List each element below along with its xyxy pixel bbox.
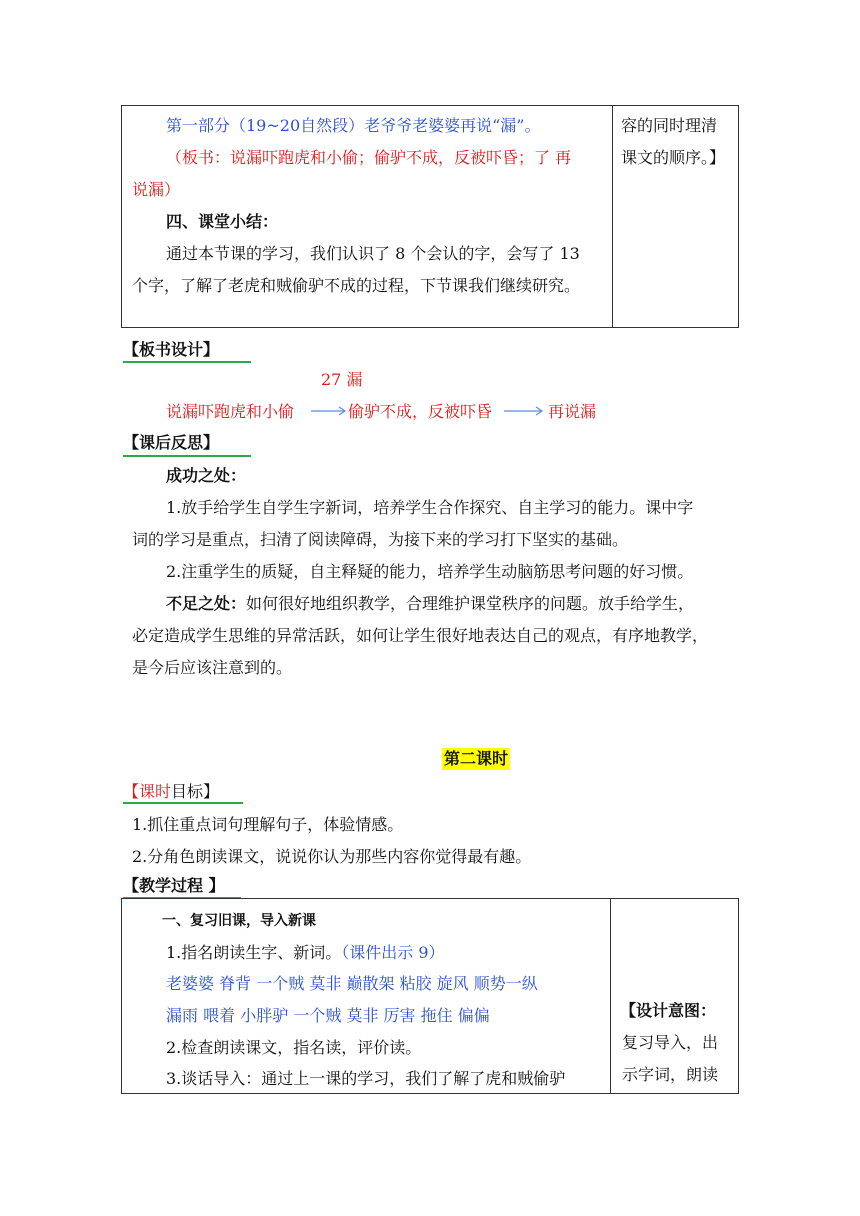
courseware-note: （课件出示 9） bbox=[341, 943, 445, 962]
word-row-2 bbox=[166, 1000, 490, 1032]
summary-heading: 四、课堂小结： bbox=[166, 212, 279, 231]
board-title: 27 漏 bbox=[321, 370, 363, 389]
goal-2: 2.分角色朗读课文，说说你认为那些内容你觉得最有趣。 bbox=[132, 847, 532, 866]
word-item: 巅散架 bbox=[346, 974, 395, 993]
word-item: 小胖驴 bbox=[240, 1006, 289, 1025]
review-section-heading: 一、复习旧课，导入新课 bbox=[162, 913, 316, 929]
word-item: 粘胶 bbox=[399, 974, 432, 993]
design-intent-line-2: 课文的顺序。】 bbox=[621, 148, 726, 167]
weakness-line-1 bbox=[166, 588, 694, 620]
board-note-line-1: （板书：说漏吓跑虎和小偷；偷驴不成，反被吓昏；了 再 bbox=[166, 148, 572, 167]
word-item: 顺势一纵 bbox=[473, 974, 538, 993]
table-1-divider bbox=[612, 105, 613, 328]
board-step-2: 偷驴不成，反被吓昏 bbox=[348, 402, 493, 421]
review-item-3: 3.谈话导入：通过上一课的学习，我们了解了虎和贼偷驴 bbox=[166, 1069, 566, 1088]
reflection-heading: 【课后反思】 bbox=[123, 433, 220, 452]
goals-underline bbox=[123, 802, 243, 804]
design-intent-title: 【设计意图： bbox=[620, 1001, 717, 1020]
word-item: 一个贼 bbox=[293, 1006, 342, 1025]
part-one-text: 第一部分（19~20自然段）老爷爷老婆婆再说“漏”。 bbox=[166, 116, 541, 135]
review-item-2: 2.检查朗读课文，指名读，评价读。 bbox=[166, 1038, 422, 1057]
word-item: 脊背 bbox=[219, 974, 252, 993]
word-item: 旋风 bbox=[436, 974, 469, 993]
word-item: 偏偏 bbox=[457, 1006, 490, 1025]
arrow-icon bbox=[504, 405, 544, 417]
lesson-goals-heading-black: 目标】 bbox=[171, 782, 220, 801]
word-item: 漏雨 bbox=[166, 1006, 199, 1025]
weakness-text: 如何很好地组织教学，合理维护课堂秩序的问题。放手给学生， bbox=[246, 594, 695, 613]
word-item: 拖住 bbox=[420, 1006, 453, 1025]
word-row-1 bbox=[166, 968, 538, 1000]
reflection-underline bbox=[123, 455, 251, 457]
weakness-line-2: 必定造成学生思维的异常活跃，如何让学生很好地表达自己的观点，有序地教学， bbox=[132, 626, 709, 645]
board-design-heading: 【板书设计】 bbox=[123, 340, 220, 359]
board-design-underline bbox=[123, 361, 251, 363]
lesson-goals-heading bbox=[123, 780, 219, 804]
table-2-divider bbox=[610, 898, 611, 1094]
board-note-line-2: 说漏） bbox=[132, 180, 181, 199]
reflection-point-2: 2.注重学生的质疑，自主释疑的能力，培养学生动脑筋思考问题的好习惯。 bbox=[166, 562, 694, 581]
lesson-2-title: 第二课时 bbox=[444, 749, 509, 768]
goal-1: 1.抓住重点词句理解句子，体验情感。 bbox=[132, 815, 404, 834]
summary-line-1: 通过本节课的学习，我们认识了 8 个会认的字，会写了 13 bbox=[166, 244, 580, 263]
weakness-line-3: 是今后应该注意到的。 bbox=[132, 658, 293, 677]
word-item: 老婆婆 bbox=[166, 974, 215, 993]
design-intent-2-line-1: 复习导入，出 bbox=[622, 1033, 719, 1052]
weakness-label: 不足之处： bbox=[166, 594, 247, 613]
board-step-1: 说漏吓跑虎和小偷 bbox=[166, 402, 295, 421]
design-intent-line-1: 容的同时理清 bbox=[621, 116, 718, 135]
design-intent-2-line-2: 示字词，朗读 bbox=[622, 1065, 719, 1084]
review-item-1-text: 1.指名朗读生字、新词。 bbox=[166, 943, 342, 962]
reflection-point-1b: 词的学习是重点，扫清了阅读障碍，为接下来的学习打下坚实的基础。 bbox=[132, 530, 629, 549]
lesson-goals-heading-red: 【课时 bbox=[123, 782, 172, 801]
word-item: 一个贼 bbox=[256, 974, 305, 993]
teaching-process-heading: 【教学过程 】 bbox=[123, 876, 225, 895]
board-step-3: 再说漏 bbox=[548, 402, 597, 421]
success-label: 成功之处： bbox=[166, 466, 247, 485]
word-item: 莫非 bbox=[346, 1006, 379, 1025]
word-item: 喂着 bbox=[203, 1006, 236, 1025]
arrow-icon bbox=[311, 405, 347, 417]
word-item: 厉害 bbox=[383, 1006, 416, 1025]
word-item: 莫非 bbox=[309, 974, 342, 993]
review-item-1 bbox=[166, 937, 445, 969]
summary-line-2: 个字，了解了老虎和贼偷驴不成的过程，下节课我们继续研究。 bbox=[132, 276, 581, 295]
reflection-point-1a: 1.放手给学生自学生字新词，培养学生合作探究、自主学习的能力。课中字 bbox=[166, 498, 694, 517]
